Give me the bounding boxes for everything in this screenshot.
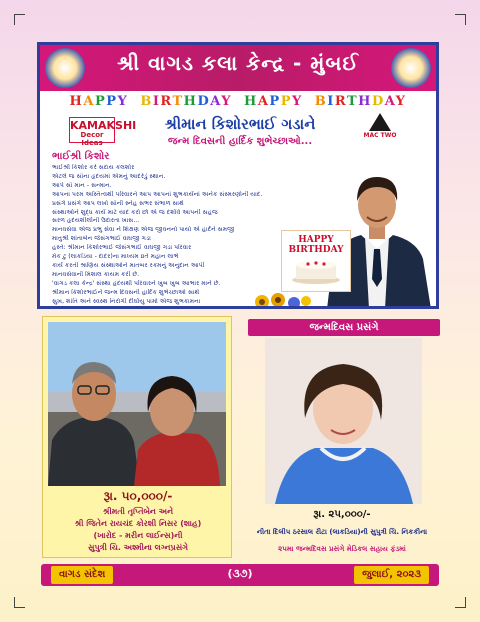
magazine-name: વાગડ સંદેશ [51,566,113,584]
issue-date: જુલાઈ, ૨૦૨૩ [354,566,429,584]
hb-word-1: HAPPY [69,94,129,109]
body-line: આપના પરમ અસ્તિત્વથી પરિવારને આપ આપનાં શુભકાર્યનાં અનેક સંસ્મરણોની યાદ. [52,190,263,198]
donation-amount-left: રૂા. ૫૦,૦૦૦/- [103,489,173,503]
donor-line-3: (ખારોદ - મરીન લાઈન્સ)ની [93,531,183,540]
mac-two-logo-icon [369,113,391,131]
page-footer [41,564,439,586]
honoree-name: શ્રીમાન કિશોરભાઈ ગડાને [164,115,316,133]
cake-card-text-2: BIRTHDAY [288,245,344,255]
body-line: શ્રીમાન કિશોરભાઈને જન્મ દિવસની હાર્દિક શુભેચ્છાઓ સાથે [52,288,200,296]
mac-two-logo-text: MAC TWO [363,132,397,139]
cake-icon [282,255,350,285]
kamakshi-logo [69,117,137,147]
page-number: (૩૭) [227,567,253,580]
body-line: ભાઈશ્રી કિશોર કરે સદાય કલશોર [52,164,135,171]
donor-line-right-1: નીતા દિલીપ ઠરસાલ રીટા (લાકડિયા)ની સુપુત્રી ચિ. નિકકીના [256,528,428,536]
page-title: શ્રી વાગડ કલા કેન્દ્ર - મુંબઈ [117,51,359,75]
hb-word-2: BIRTHDAY [140,94,232,109]
body-line: માનવસેવાની મિશાલ કાયમ કરી છે. [52,270,140,278]
donation-panel-left [42,316,232,558]
happy-birthday-row [48,94,428,109]
couple-photo [48,322,226,486]
flowers-icon [252,292,312,309]
org-logo-left-icon [45,48,85,88]
org-logo-right-icon [391,48,431,88]
crop-mark-bottom-left [14,597,25,608]
hb-word-3: HAPPY [244,94,303,109]
crop-mark-top-left [14,14,25,25]
body-line: સુખ, શાંતિ અને સ્વસ્થ નિરોગી દીર્ઘાયુ પામો એજ શુભકામના [52,297,201,305]
body-line: પ્રસંગે પ્રસંગે આપ લખો સૌની સ્નેહ સભર સંભાળ સાથે [52,199,184,207]
intro-heading: ભાઈશ્રી કિશોર [52,151,110,162]
donor-line-right-2: ૨૫મા જન્મદિવસ પ્રસંગે મેડિકલ સહાય ફંડમાં [278,545,406,553]
birthday-wish: જન્મ દિવસની હાર્દિક શુભેચ્છાઓ... [167,136,313,147]
body-line: સરળ હૃદયશીલીની ઉદારતા ખાસ... [52,217,140,225]
body-line: કાર્ય કરતી શ્રાણિય સંસ્થાઓને માતબર રકમનું અનુદાન આપી [52,261,205,269]
body-line: મેક ટુ (લાકડિયા - દાદર)ના માધ્યમ વ્રતે મહાન લાભે [52,253,179,261]
girl-photo [265,338,422,504]
donor-line-1: શ્રીમતી તૃપ્તિબેન અને [102,507,174,516]
body-line: માનવસેવા એજ પ્રભુ સેવા ને શિક્ષણ એજ જીવનનો પાયો એ હાર્દને સમજી [52,226,235,234]
body-line: માતુશ્રી શાંતાબેન જેસંગભાઈ વાઘજી ગડા [52,235,151,243]
body-line: આપે સૌ માન - સન્માન. [52,181,112,189]
body-line: એટલે જ સૌના હૃદયમાં એમનું આદરેડું સ્થાન. [52,172,166,180]
body-line: 'વાગડ કલા કેન્દ્ર' સંસ્થા હૃદયથી પરિવારને ખુબ ખુબ આભાર માને છે. [52,279,221,287]
donation-amount-right: રૂા. ૨૫,૦૦૦/- [313,509,371,520]
birthday-occasion-label: જન્મદિવસ પ્રસંગે [248,319,440,336]
donor-line-4: સુપુત્રી ચિ. અશ્મીના લગ્નપ્રસંગે [87,543,189,552]
kamakshi-logo-text: KAMAKSHI [70,119,137,132]
kamakshi-logo-sub: Decor Ideas [80,131,104,147]
crop-mark-top-right [455,14,466,25]
body-line: સંસ્થાઓને શુદ્ધ કાર્ય માટે યાદ કરો છો એ જ દર્શાવે આપની સહજ [52,208,218,216]
title-banner [40,45,436,91]
greeting-body [52,164,308,307]
crop-mark-bottom-right [455,597,466,608]
birthday-greeting-card [37,42,439,309]
hb-word-4: BIRTHDAY [314,94,407,109]
donor-line-2: શ્રી જિતેન રાયચંદ કોરશી નિસર (શાહ) [74,519,202,528]
mac-two-logo [363,113,397,147]
cake-card-text-1: HAPPY [298,235,334,245]
body-line: હસ્તે: શ્રીમાન કિશોરભાઈ જેસંગભાઈ વાઘજી ગડા પરિવાર [52,244,192,252]
birthday-cake-card [281,230,351,292]
